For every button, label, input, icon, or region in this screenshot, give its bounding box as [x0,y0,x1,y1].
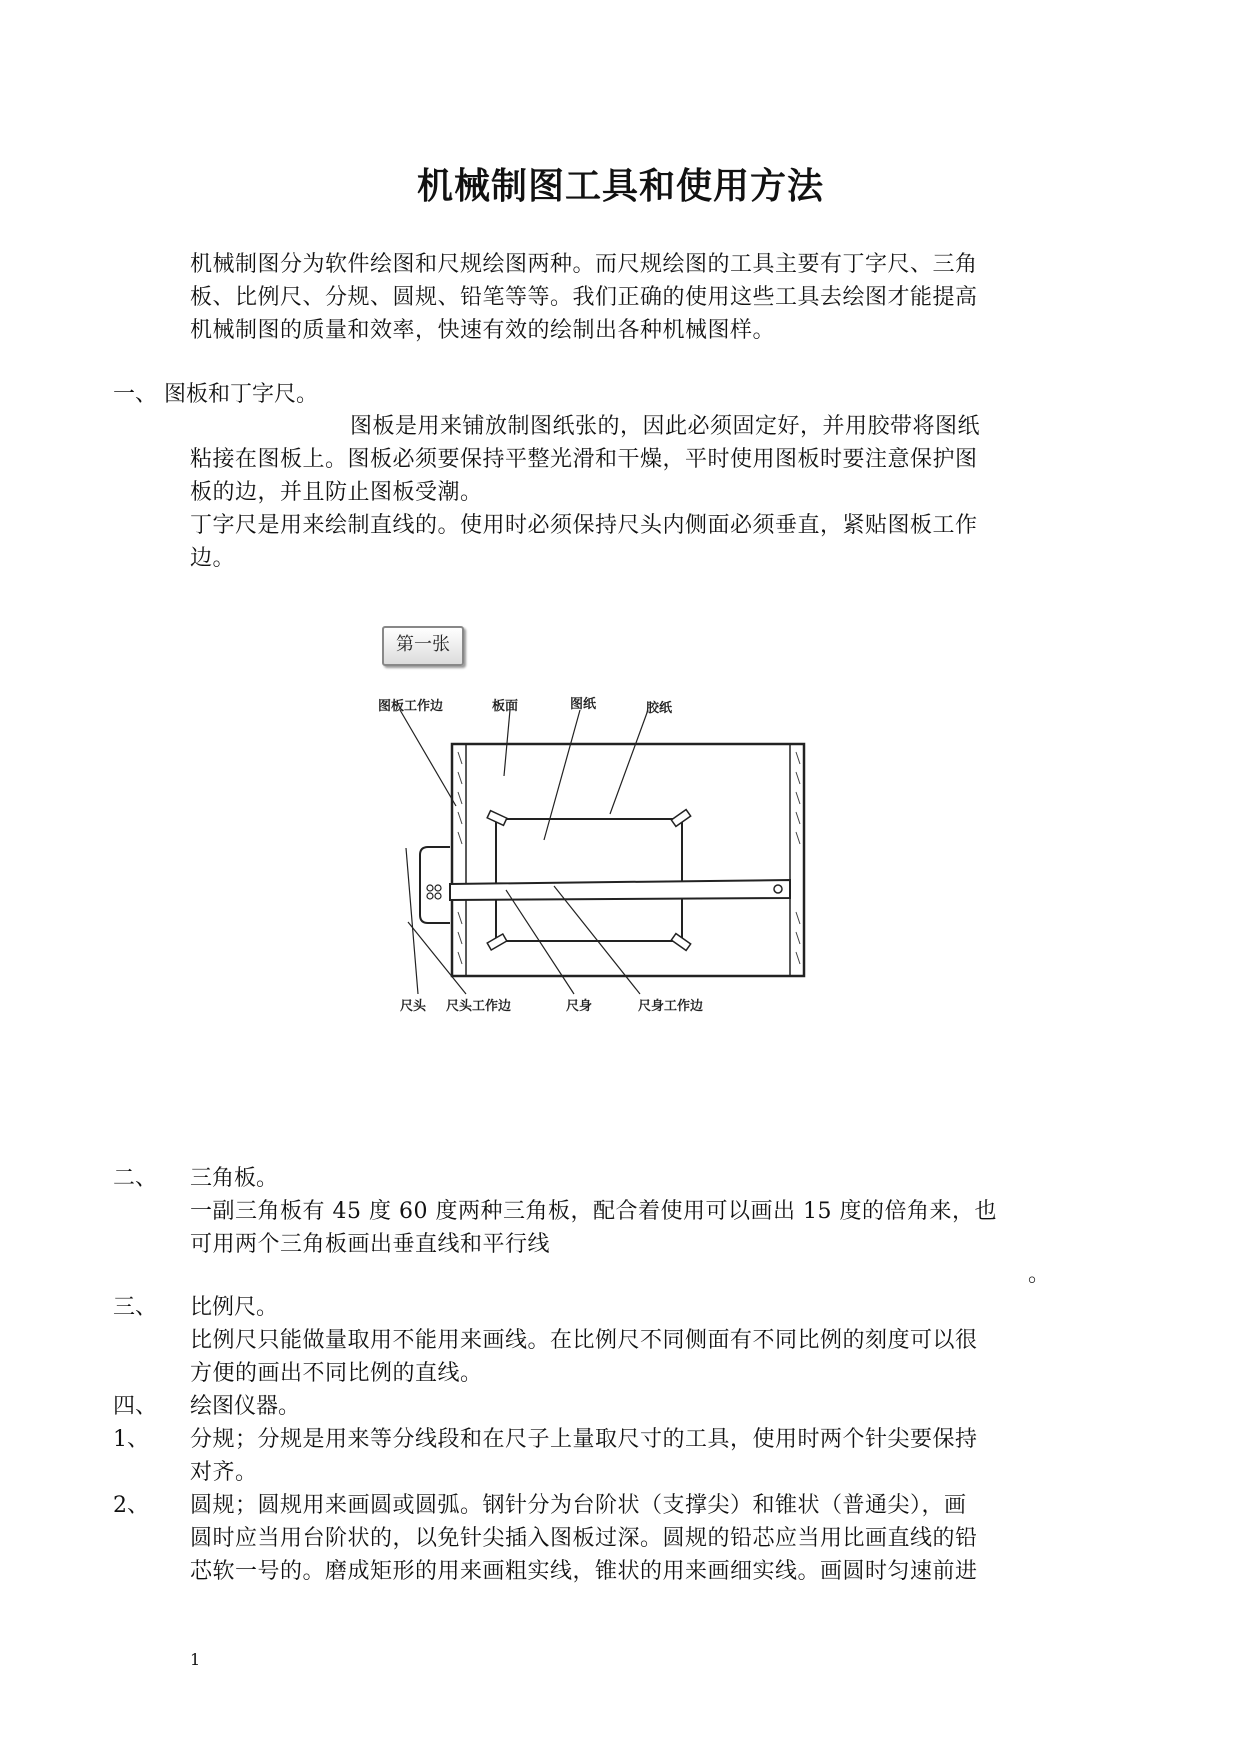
board-edge-hatch [458,752,800,964]
section-1-paragraph-board [190,410,1060,575]
paragraph-line: 对齐。 [190,1460,258,1485]
intro-line: 机械制图分为软件绘图和尺规绘图两种。而尺规绘图的工具主要有丁字尺、三角 [190,252,978,277]
figure-tag: 第一张 [382,626,464,666]
board-left-edge [452,744,466,976]
section-3-paragraph [190,1324,1060,1390]
label-board-edge: 图板工作边 [378,699,444,714]
list-item-number: 1、 [113,1427,149,1452]
drawing-paper [496,819,682,941]
section-2-trailing-mark: 。 [1028,1262,1051,1287]
list-item-number: 2、 [113,1493,149,1518]
section-3-heading: 比例尺。 [190,1295,279,1320]
list-item [190,1489,1060,1588]
ruler-head [420,847,450,923]
board-right-edge [790,744,804,976]
diagram-svg [370,622,880,1062]
paragraph-line: 可用两个三角板画出垂直线和平行线 [190,1232,551,1257]
label-ruler-body: 尺身 [566,999,593,1014]
paragraph-line: 图板是用来铺放制图纸张的，因此必须固定好，并用胶带将图纸 [350,414,981,439]
paragraph-line: 芯软一号的。磨成矩形的用来画粗实线，锥状的用来画细实线。画圆时匀速前进 [190,1559,978,1584]
paragraph-line: 比例尺只能做量取用不能用来画线。在比例尺不同侧面有不同比例的刻度可以很 [190,1328,978,1353]
paragraph-line: 板的边，并且防止图板受潮。 [190,480,483,505]
label-ruler-head: 尺头 [400,999,427,1014]
label-body-edge: 尺身工作边 [638,999,704,1014]
paragraph-line: 丁字尺是用来绘制直线的。使用时必须保持尺头内侧面必须垂直，紧贴图板工作 [190,513,978,538]
label-head-edge: 尺头工作边 [446,999,512,1014]
tape-top-left [487,811,507,826]
t-square-diagram [370,622,880,1062]
paragraph-line: 分规；分规是用来等分线段和在尺子上量取尺寸的工具，使用时两个针尖要保持 [190,1427,978,1452]
section-2-number: 二、 [113,1166,158,1191]
paragraph-line: 一副三角板有 45 度 60 度两种三角板，配合着使用可以画出 15 度的倍角来，也 [190,1199,997,1224]
label-tape: 胶纸 [646,701,673,716]
section-1-heading: 一、 图板和丁字尺。 [113,382,318,407]
list-item [190,1423,1060,1489]
label-board-face: 板面 [492,699,519,714]
paragraph-line: 圆规；圆规用来画圆或圆弧。钢针分为台阶状（支撑尖）和锥状（普通尖），画 [190,1493,967,1518]
section-2-paragraph [190,1195,1060,1261]
label-paper: 图纸 [570,697,597,712]
section-3-number: 三、 [113,1295,158,1320]
paragraph-line: 方便的画出不同比例的直线。 [190,1361,483,1386]
section-4-number: 四、 [113,1394,158,1419]
intro-line: 机械制图的质量和效率，快速有效的绘制出各种机械图样。 [190,318,776,343]
paragraph-line: 圆时应当用台阶状的，以免针尖插入图板过深。圆规的铅芯应当用比画直线的铅 [190,1526,978,1551]
intro-paragraph [190,248,1060,347]
intro-line: 板、比例尺、分规、圆规、铅笔等等。我们正确的使用这些工具去绘图才能提高 [190,285,978,310]
section-2-heading: 三角板。 [190,1166,279,1191]
page-title: 机械制图工具和使用方法 [416,165,824,207]
section-4-heading: 绘图仪器。 [190,1394,301,1419]
page-number: 1 [190,1650,201,1669]
paragraph-line: 边。 [190,546,236,571]
paragraph-line: 粘接在图板上。图板必须要保持平整光滑和干燥，平时使用图板时要注意保护图 [190,447,978,472]
ruler-body [450,880,790,900]
